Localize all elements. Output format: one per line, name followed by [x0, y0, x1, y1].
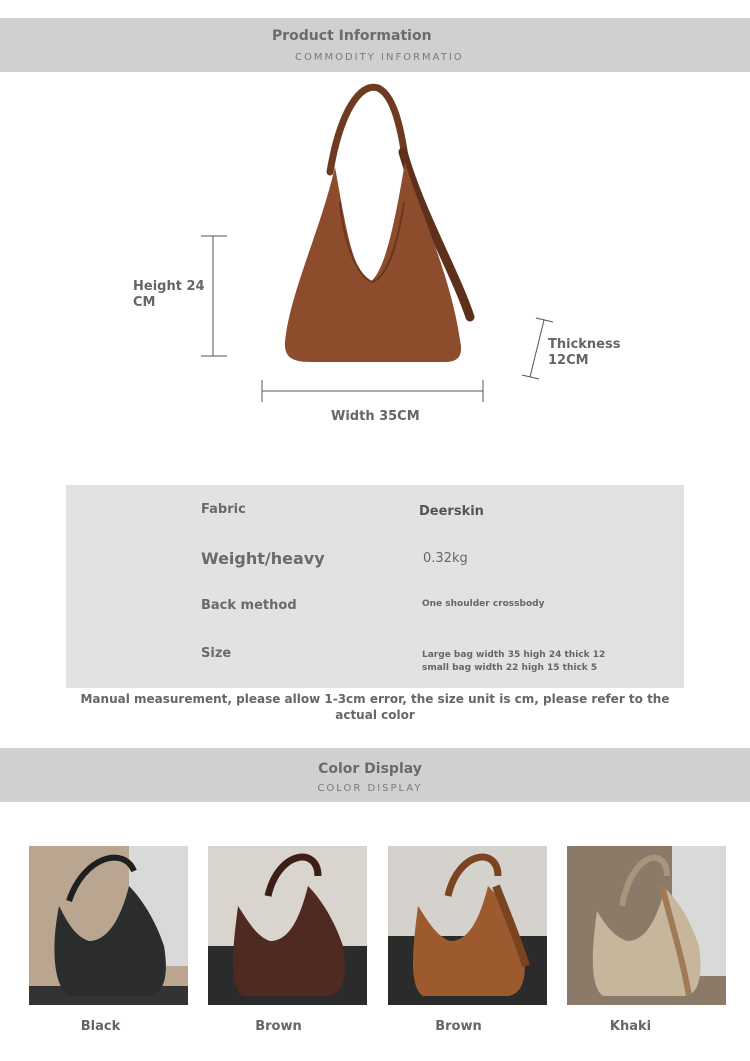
spec-key-back-method: Back method [201, 598, 297, 613]
width-label: Width 35CM [331, 409, 420, 424]
spec-key-weight: Weight/heavy [201, 549, 325, 568]
color-swatch-khaki[interactable] [567, 846, 726, 1005]
measurement-note: Manual measurement, please allow 1-3cm error, the size unit is cm, please refer to the actual color [80, 692, 670, 722]
spec-table [66, 485, 684, 688]
bag-photo-black [29, 846, 188, 1005]
spec-key-size: Size [201, 646, 232, 661]
spec-value-weight: 0.32kg [423, 551, 468, 566]
bag-photo-dark-brown [208, 846, 367, 1005]
bag-photo-light-brown [388, 846, 547, 1005]
color-swatch-brown-dark[interactable] [208, 846, 367, 1005]
product-information-title: Product Information [272, 28, 432, 44]
height-label: Height 24 CM [133, 279, 205, 310]
color-name-khaki: Khaki [609, 1019, 652, 1034]
color-name-black: Black [80, 1019, 121, 1034]
color-display-title: Color Display [318, 761, 422, 777]
color-display-subtitle: COLOR DISPLAY [317, 783, 423, 794]
product-main-image [0, 72, 750, 452]
product-information-banner [0, 18, 750, 72]
spec-value-back-method: One shoulder crossbody [422, 599, 545, 609]
product-information-subtitle: COMMODITY INFORMATIO [295, 52, 464, 63]
spec-value-size-small: small bag width 22 high 15 thick 5 [422, 663, 598, 673]
color-display-banner [0, 748, 750, 802]
bag-photo-khaki [567, 846, 726, 1005]
spec-key-fabric: Fabric [201, 502, 246, 517]
spec-value-size-large: Large bag width 35 high 24 thick 12 [422, 650, 606, 660]
color-name-brown-dark: Brown [255, 1019, 302, 1034]
color-swatch-black[interactable] [29, 846, 188, 1005]
thickness-label: Thickness 12CM [548, 337, 621, 368]
spec-value-fabric: Deerskin [419, 504, 484, 519]
color-name-brown-light: Brown [435, 1019, 482, 1034]
color-swatch-brown-light[interactable] [388, 846, 547, 1005]
